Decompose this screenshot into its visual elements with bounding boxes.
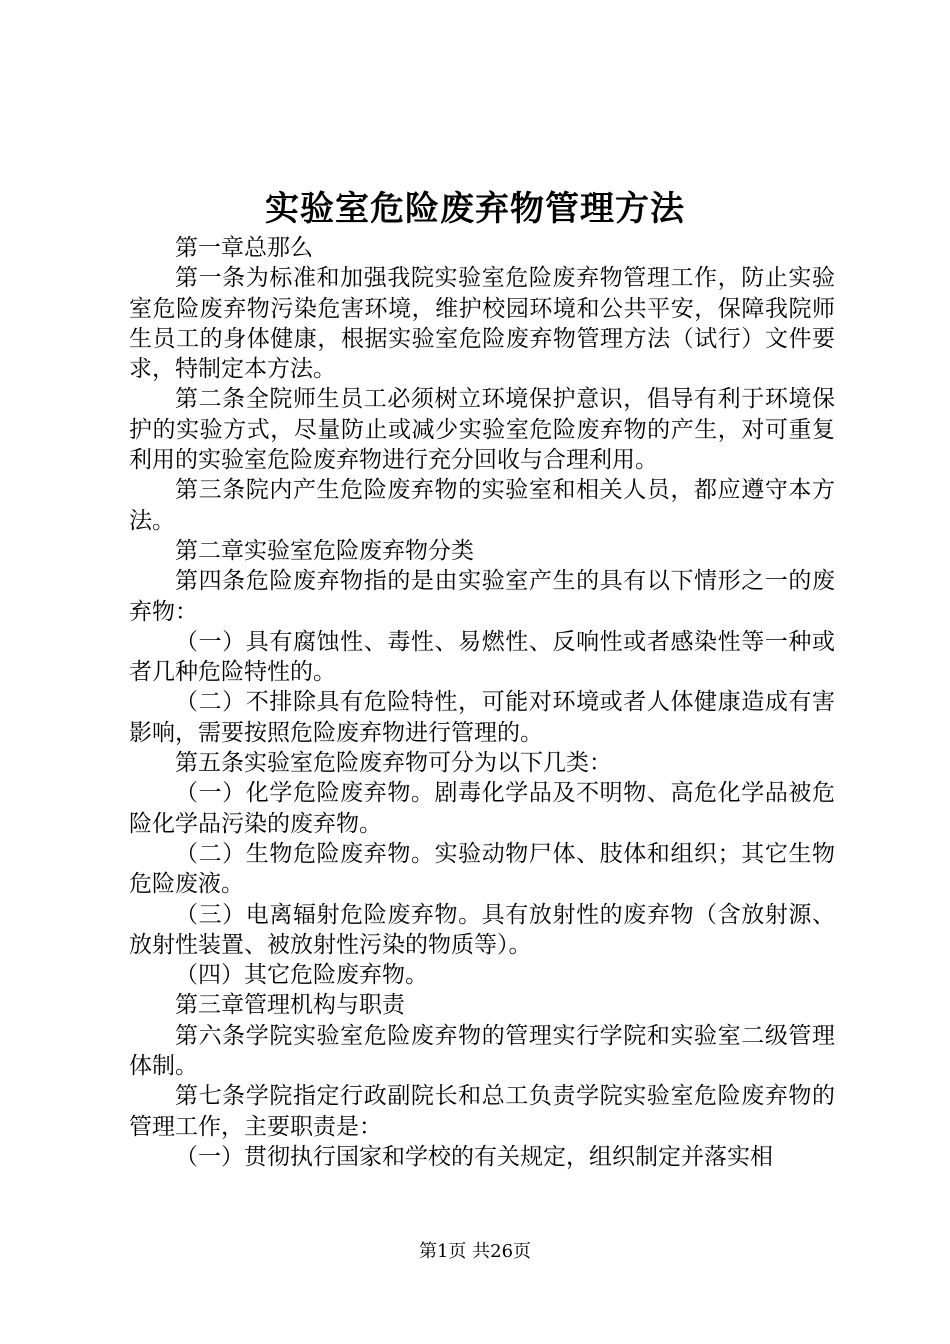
paragraph: 第三条院内产生危险废弃物的实验室和相关人员，都应遵守本方法。 (129, 477, 835, 534)
page-number-footer: 第1页 共26页 (418, 1241, 532, 1262)
paragraph: （二）不排除具有危险特性，可能对环境或者人体健康造成有害影响，需要按照危险废弃物进行管理的。 (129, 689, 835, 746)
document-body (129, 233, 835, 1172)
paragraph: 第一条为标准和加强我院实验室危险废弃物管理工作，防止实验室危险废弃物污染危害环境，维护校园环境和公共平安，保障我院师生员工的身体健康，根据实验室危险废弃物管理方法（试行）文件要求，特制定本方法。 (129, 265, 835, 383)
paragraph: （三）电离辐射危险废弃物。具有放射性的废弃物（含放射源、放射性装置、被放射性污染的物质等）。 (129, 901, 835, 958)
document-title: 实验室危险废弃物管理方法 (265, 189, 685, 229)
paragraph: 第一章总那么 (175, 235, 313, 261)
paragraph: 第四条危险废弃物指的是由实验室产生的具有以下情形之一的废弃物： (129, 568, 835, 625)
paragraph: （一）具有腐蚀性、毒性、易燃性、反响性或者感染性等一种或者几种危险特性的。 (129, 628, 835, 686)
paragraph: （四）其它危险废弃物。 (175, 962, 428, 989)
paragraph: 第三章管理机构与职责 (175, 992, 405, 1019)
paragraph: 第六条学院实验室危险废弃物的管理实行学院和实验室二级管理体制。 (129, 1022, 835, 1080)
paragraph: （一）化学危险废弃物。剧毒化学品及不明物、高危化学品被危险化学品污染的废弃物。 (129, 780, 835, 837)
paragraph: （二）生物危险废弃物。实验动物尸体、肢体和组织；其它生物危险废液。 (129, 840, 835, 898)
paragraph: （一）贯彻执行国家和学校的有关规定，组织制定并落实相 (175, 1143, 773, 1170)
paragraph: 第二章实验室危险废弃物分类 (175, 537, 474, 564)
paragraph: 第七条学院指定行政副院长和总工负责学院实验室危险废弃物的管理工作，主要职责是： (129, 1083, 835, 1140)
paragraph: 第五条实验室危险废弃物可分为以下几类： (175, 750, 612, 777)
paragraph: 第二条全院师生员工必须树立环境保护意识，倡导有利于环境保护的实验方式，尽量防止或减少实验室危险废弃物的产生，对可重复利用的实验室危险废弃物进行充分回收与合理利用。 (129, 386, 835, 474)
